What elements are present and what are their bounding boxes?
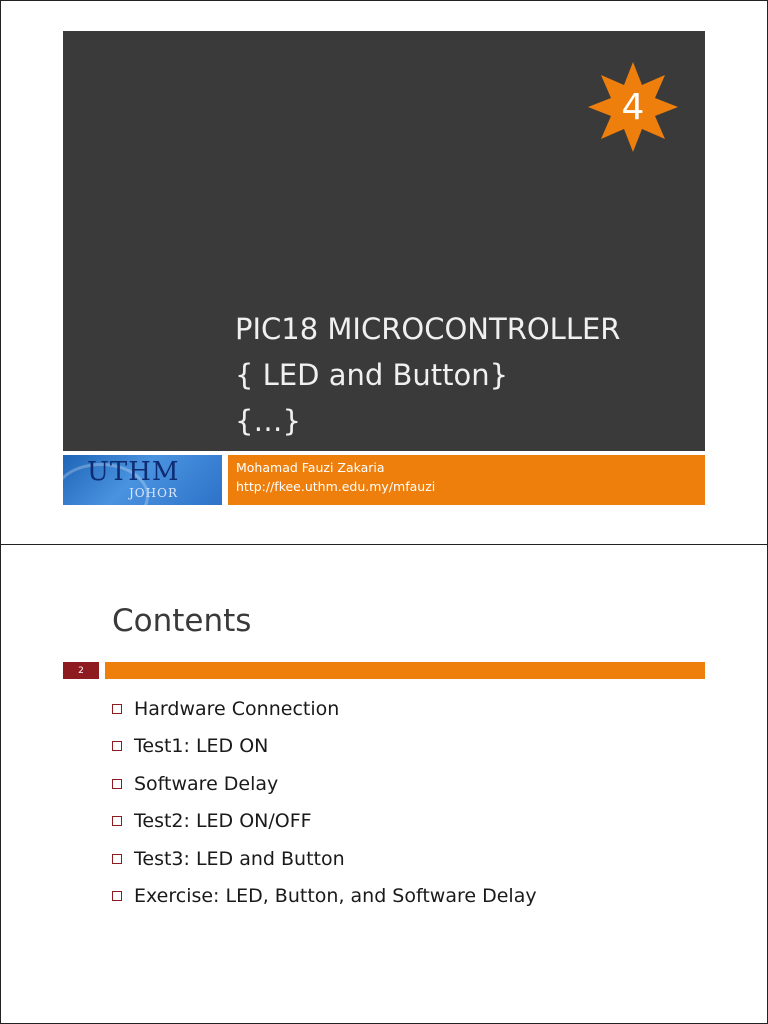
author-url[interactable]: http://fkee.uthm.edu.my/mfauzi (236, 479, 436, 494)
logo-subtext: JOHOR (129, 486, 178, 500)
author-name: Mohamad Fauzi Zakaria (236, 460, 385, 475)
list-item (112, 878, 712, 916)
title-line-3: {…} (235, 404, 301, 438)
chapter-badge (588, 62, 678, 152)
square-bullet-icon (112, 854, 122, 864)
list-item (112, 765, 712, 803)
square-bullet-icon (112, 816, 122, 826)
contents-title: Contents (112, 603, 252, 639)
list-item (112, 840, 712, 878)
title-line-2: { LED and Button} (235, 358, 509, 392)
slide-number: 2 (63, 662, 99, 679)
uthm-logo (63, 455, 222, 505)
slide-divider (0, 544, 768, 545)
list-item (112, 690, 712, 728)
logo-text: UTHM (87, 457, 180, 487)
list-item-text: Software Delay (134, 772, 279, 795)
square-bullet-icon (112, 891, 122, 901)
title-underline-bar (105, 662, 705, 679)
square-bullet-icon (112, 741, 122, 751)
list-item-text: Exercise: LED, Button, and Software Delay (134, 885, 537, 908)
square-bullet-icon (112, 704, 122, 714)
contents-list (112, 690, 712, 915)
square-bullet-icon (112, 779, 122, 789)
list-item (112, 803, 712, 841)
slide-title (235, 306, 700, 444)
title-line-1: PIC18 MICROCONTROLLER (235, 312, 621, 346)
list-item-text: Test1: LED ON (134, 735, 269, 758)
list-item (112, 728, 712, 766)
author-info (228, 455, 705, 505)
footer-separator (63, 451, 705, 454)
chapter-number: 4 (621, 86, 645, 128)
list-item-text: Test2: LED ON/OFF (134, 810, 312, 833)
list-item-text: Test3: LED and Button (134, 847, 345, 870)
list-item-text: Hardware Connection (134, 697, 340, 720)
